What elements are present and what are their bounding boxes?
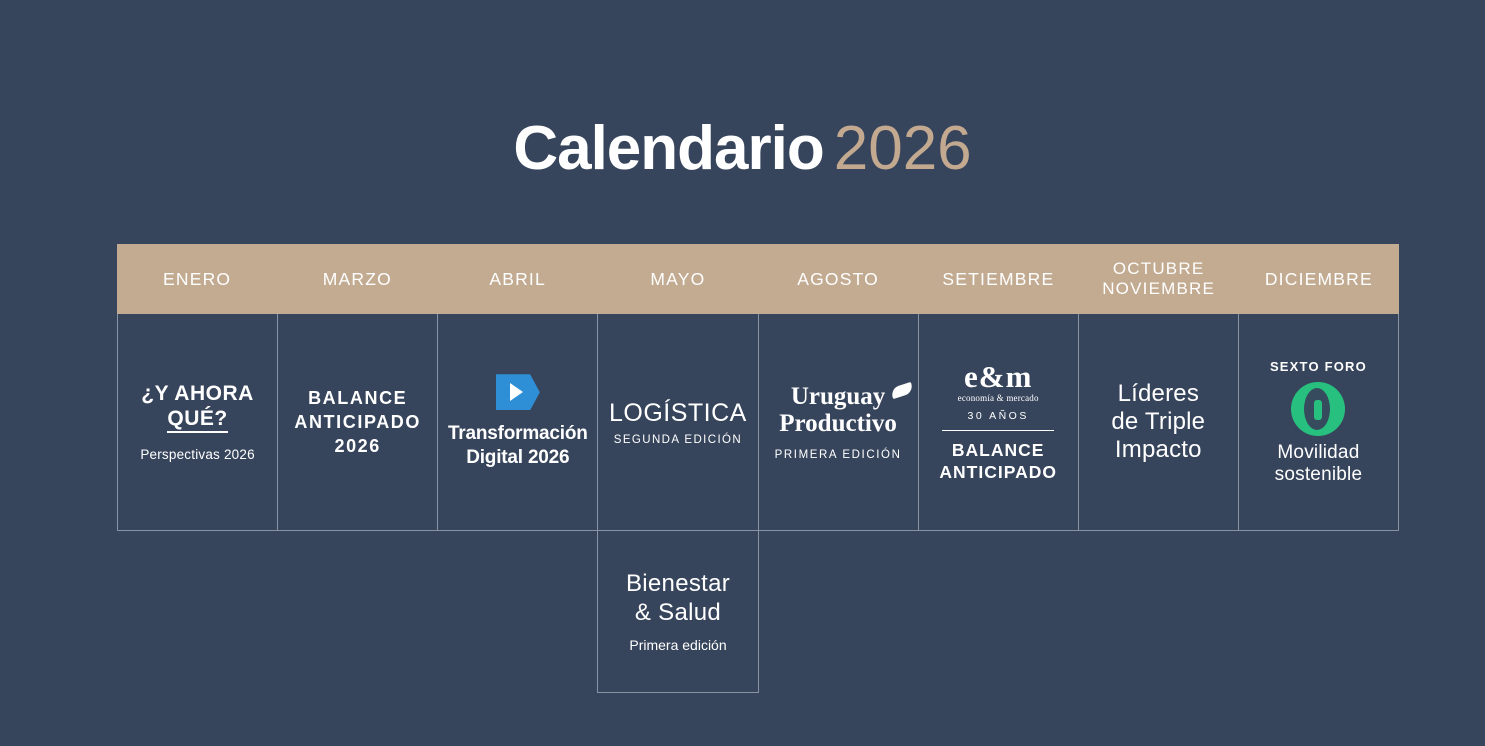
event-line-year: 2026 [334, 436, 381, 457]
event-logo-eym-balance [925, 358, 1072, 484]
event-years-badge: 30 AÑOS [967, 409, 1029, 422]
spacer-setiembre [919, 531, 1079, 693]
page-title-main: Calendario [513, 114, 824, 183]
event-cell-diciembre[interactable] [1238, 314, 1399, 530]
event-line-lideres: Líderes [1117, 379, 1200, 407]
event-line-uruguay: Uruguay [790, 383, 886, 410]
event-logo-movilidad-sostenible [1245, 359, 1392, 486]
event-subtitle-perspectivas: Perspectivas 2026 [140, 446, 255, 462]
event-logo-lideres-triple-impacto [1085, 380, 1232, 465]
event-caption-economia-mercado: economía & mercado [957, 392, 1039, 403]
event-title-y-ahora-que [124, 382, 271, 430]
event-title-balance-anticipado [925, 440, 1072, 484]
event-line-anticipado: ANTICIPADO [939, 461, 1057, 482]
movilidad-leaf-icon [1291, 382, 1345, 436]
month-header-octubre-noviembre [1079, 244, 1239, 314]
event-line-balance: BALANCE [308, 387, 408, 408]
month-header-octubre-line2: NOVIEMBRE [1102, 279, 1216, 298]
event-title-movilidad [1245, 442, 1392, 486]
event-subtitle-bienestar: Primera edición [629, 637, 727, 654]
calendar-grid [117, 244, 1399, 693]
page-title-year: 2026 [833, 114, 972, 183]
event-cell-octubre-noviembre[interactable] [1078, 314, 1238, 530]
spacer-enero [117, 531, 277, 693]
months-header-row [117, 244, 1399, 314]
event-brand-eym: e&m [963, 358, 1033, 394]
event-logo-transformacion-digital [444, 374, 591, 470]
play-icon [496, 374, 540, 410]
event-title-line1: ¿Y AHORA [141, 382, 254, 406]
month-header-abril: ABRIL [489, 268, 546, 289]
event-cell-marzo[interactable] [277, 314, 437, 530]
spacer-agosto [759, 531, 919, 693]
event-title-logistica: LOGÍSTICA [609, 398, 747, 427]
month-header-marzo: MARZO [322, 268, 392, 289]
event-logo-y-ahora-que [124, 382, 271, 461]
spacer-diciembre [1239, 531, 1399, 693]
events-row-secondary [117, 531, 1399, 693]
month-header-mayo: MAYO [650, 268, 706, 289]
event-title-uruguay-productivo [779, 383, 897, 437]
event-line-digital: Digital 2026 [466, 447, 570, 468]
event-line-de-triple: de Triple [1111, 407, 1206, 435]
month-header-diciembre: DICIEMBRE [1264, 268, 1373, 289]
event-cell-agosto[interactable] [758, 314, 918, 530]
event-logo-logistica [604, 399, 751, 446]
event-line-balance: BALANCE [951, 439, 1045, 460]
event-line-sostenible: sostenible [1274, 463, 1363, 485]
month-header-agosto: AGOSTO [797, 268, 879, 289]
month-header-setiembre: SETIEMBRE [942, 268, 1055, 289]
event-line-productivo: Productivo [779, 410, 897, 437]
month-header-octubre-line1: OCTUBRE [1112, 259, 1205, 279]
month-header-enero: ENERO [163, 268, 232, 289]
event-logo-balance-anticipado-2026 [284, 386, 431, 459]
event-cell-abril[interactable] [437, 314, 597, 530]
event-logo-uruguay-productivo [765, 383, 912, 461]
divider [942, 430, 1054, 431]
event-line-impacto: Impacto [1114, 436, 1202, 464]
event-subtitle-logistica: SEGUNDA EDICIÓN [613, 433, 743, 446]
event-subtitle-uruguay: PRIMERA EDICIÓN [774, 449, 902, 461]
event-logo-bienestar-salud [598, 570, 758, 654]
event-cell-enero[interactable] [117, 314, 277, 530]
event-title-line2: QUÉ? [167, 407, 227, 433]
spacer-abril [437, 531, 597, 693]
events-row-primary [117, 314, 1399, 531]
spacer-octubre-noviembre [1079, 531, 1239, 693]
event-title-transformacion [444, 422, 591, 470]
page-title [0, 114, 1485, 183]
spacer-marzo [277, 531, 437, 693]
event-cell-mayo-bienestar[interactable] [597, 531, 759, 693]
event-line-anticipado: ANTICIPADO [294, 411, 422, 432]
event-line-movilidad: Movilidad [1277, 441, 1360, 463]
event-cell-mayo[interactable] [597, 314, 757, 530]
event-line-salud: & Salud [634, 598, 722, 626]
event-eyebrow-sexto-foro: SEXTO FORO [1269, 358, 1367, 374]
event-title-bienestar [598, 570, 758, 628]
event-cell-setiembre[interactable] [918, 314, 1078, 530]
event-line-bienestar: Bienestar [625, 569, 731, 597]
event-line-transformacion: Transformación [447, 423, 588, 445]
